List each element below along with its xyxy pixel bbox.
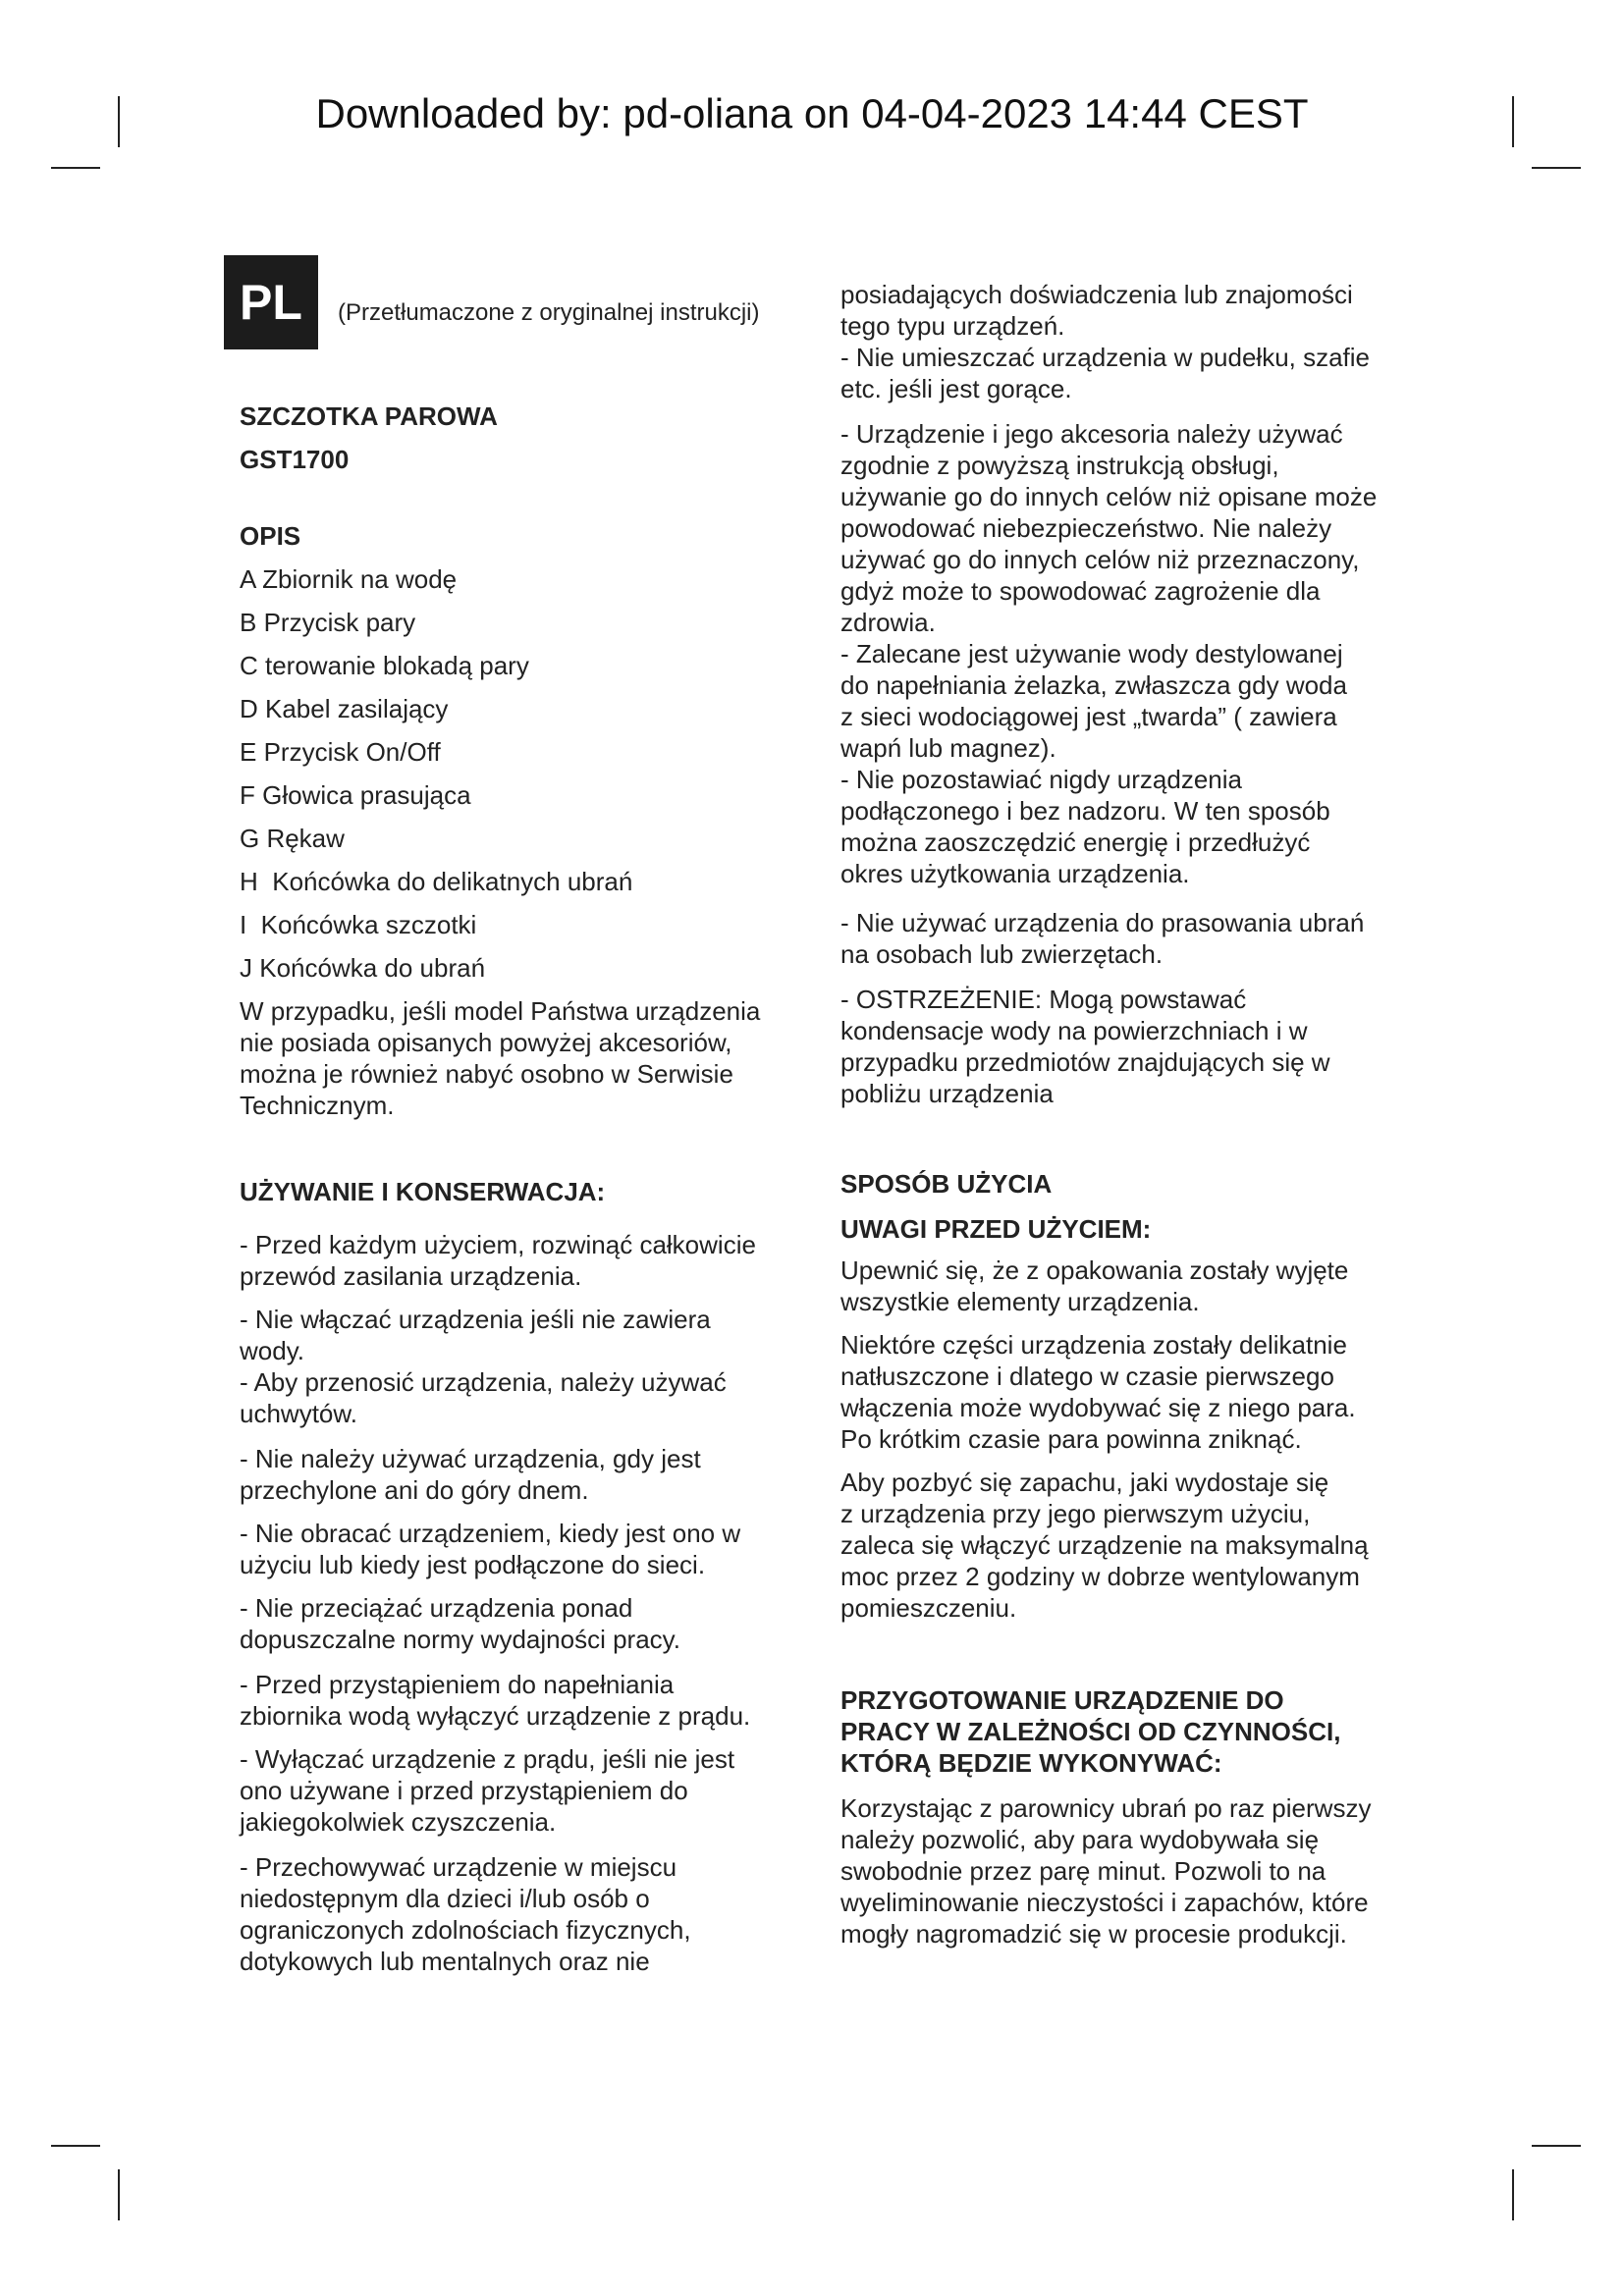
crop-mark-bottom-right-h: [1532, 2145, 1581, 2147]
part-item: E Przycisk On/Off: [240, 737, 441, 767]
crop-mark-bottom-left-h: [51, 2145, 100, 2147]
crop-mark-top-left-h: [51, 167, 100, 169]
before-use-item: Aby pozbyć się zapachu, jaki wydostaje się z urządzenia przy jego pierwszym użyciu, zaleca się włączyć urządzenie na maksymalną moc przez 2 godziny w dobrze wentylowanym pomieszczeniu.: [840, 1468, 1369, 1623]
prep-heading: PRZYGOTOWANIE URZĄDZENIE DO PRACY W ZALEŻNOŚCI OD CZYNNOŚCI, KTÓRĄ BĘDZIE WYKONYWAĆ:: [840, 1685, 1341, 1778]
part-item: D Kabel zasilający: [240, 694, 449, 723]
part-item: A Zbiornik na wodę: [240, 564, 458, 594]
usage-item: - Nie włączać urządzenia jeśli nie zawiera wody. - Aby przenosić urządzenia, należy używać uchwytów.: [240, 1305, 727, 1428]
usage-item: - Przed przystąpieniem do napełniania zbiornika wodą wyłączyć urządzenie z prądu.: [240, 1670, 751, 1731]
product-name: SZCZOTKA PAROWA: [240, 401, 498, 431]
usage-item: - Nie przeciążać urządzenia ponad dopuszczalne normy wydajności pracy.: [240, 1593, 680, 1654]
translation-note: (Przetłumaczone z oryginalnej instrukcji): [338, 299, 760, 326]
before-use-item: Upewnić się, że z opakowania zostały wyjęte wszystkie elementy urządzenia.: [840, 1255, 1349, 1316]
opis-heading: OPIS: [240, 521, 301, 551]
continued-item: - Nie używać urządzenia do prasowania ubrań na osobach lub zwierzętach.: [840, 908, 1365, 969]
crop-mark-top-right-h: [1532, 167, 1581, 169]
crop-mark-bottom-right: [1512, 2169, 1514, 2220]
language-badge: PL: [224, 255, 318, 349]
before-use-item: Niektóre części urządzenia zostały delikatnie natłuszczone i dlatego w czasie pierwszego włączenia może wydobywać się z niego para. Po krótkim czasie para powinna zniknąć.: [840, 1330, 1356, 1454]
before-use-heading: UWAGI PRZED UŻYCIEM:: [840, 1214, 1152, 1244]
usage-item: - Nie należy używać urządzenia, gdy jest przechylone ani do góry dnem.: [240, 1444, 701, 1505]
continued-item: posiadających doświadczenia lub znajomości tego typu urządzeń. - Nie umieszczać urządzenia w pudełku, szafie etc. jeśli jest gorące.: [840, 280, 1371, 403]
prep-text: Korzystając z parownicy ubrań po raz pierwszy należy pozwolić, aby para wydobywała się swobodnie przez parę minut. Pozwoli to na wyeliminowanie nieczystości i zapachów, które mogły nagromadzić się w procesie produkcji.: [840, 1793, 1372, 1949]
usage-item: - Wyłączać urządzenie z prądu, jeśli nie jest ono używane i przed przystąpieniem do jakiegokolwiek czyszczenia.: [240, 1744, 735, 1837]
part-item: I Końcówka szczotki: [240, 910, 477, 939]
part-item: C terowanie blokadą pary: [240, 651, 529, 680]
usage-item: - Przechowywać urządzenie w miejscu niedostępnym dla dzieci i/lub osób o ograniczonych zdolnościach fizycznych, dotykowych lub mentalnych oraz nie: [240, 1852, 691, 1976]
model-number: GST1700: [240, 445, 350, 474]
part-item: F Głowica prasująca: [240, 780, 471, 810]
usage-item: - Przed każdym użyciem, rozwinąć całkowicie przewód zasilania urządzenia.: [240, 1230, 756, 1291]
accessories-note: W przypadku, jeśli model Państwa urządzenia nie posiada opisanych powyżej akcesoriów, można je również nabyć osobno w Serwisie Technicznym.: [240, 996, 761, 1120]
crop-mark-bottom-left: [118, 2169, 120, 2220]
part-item: B Przycisk pary: [240, 608, 416, 637]
download-header: Downloaded by: pd-oliana on 04-04-2023 14:44 CEST: [315, 90, 1309, 136]
usage-heading: UŻYWANIE I KONSERWACJA:: [240, 1177, 606, 1206]
continued-item: - Urządzenie i jego akcesoria należy używać zgodnie z powyższą instrukcją obsługi, używanie go do innych celów niż opisane może powodować niebezpieczeństwo. Nie należy używać go do innych celów niż przeznaczony, gdyż może to spowodować zagrożenie dla zdrowia. - Zalecane jest używanie wody destylowanej do napełniania żelazka, zwłaszcza gdy woda z sieci wodociągowej jest „twarda” ( zawiera wapń lub magnez). - Nie pozostawiać nigdy urządzenia podłączonego i bez nadzoru. W ten sposób można zaoszczędzić energię i przedłużyć okres użytkowania urządzenia.: [840, 419, 1378, 888]
usage-item: - Nie obracać urządzeniem, kiedy jest ono w użyciu lub kiedy jest podłączone do sieci.: [240, 1519, 741, 1579]
part-item: J Końcówka do ubrań: [240, 953, 486, 983]
part-item: H Końcówka do delikatnych ubrań: [240, 867, 633, 896]
method-heading: SPOSÓB UŻYCIA: [840, 1169, 1053, 1199]
part-item: G Rękaw: [240, 824, 345, 853]
warning-item: - OSTRZEŻENIE: Mogą powstawać kondensacje wody na powierzchniach i w przypadku przedmiotów znajdujących się w pobliżu urządzenia: [840, 985, 1330, 1108]
